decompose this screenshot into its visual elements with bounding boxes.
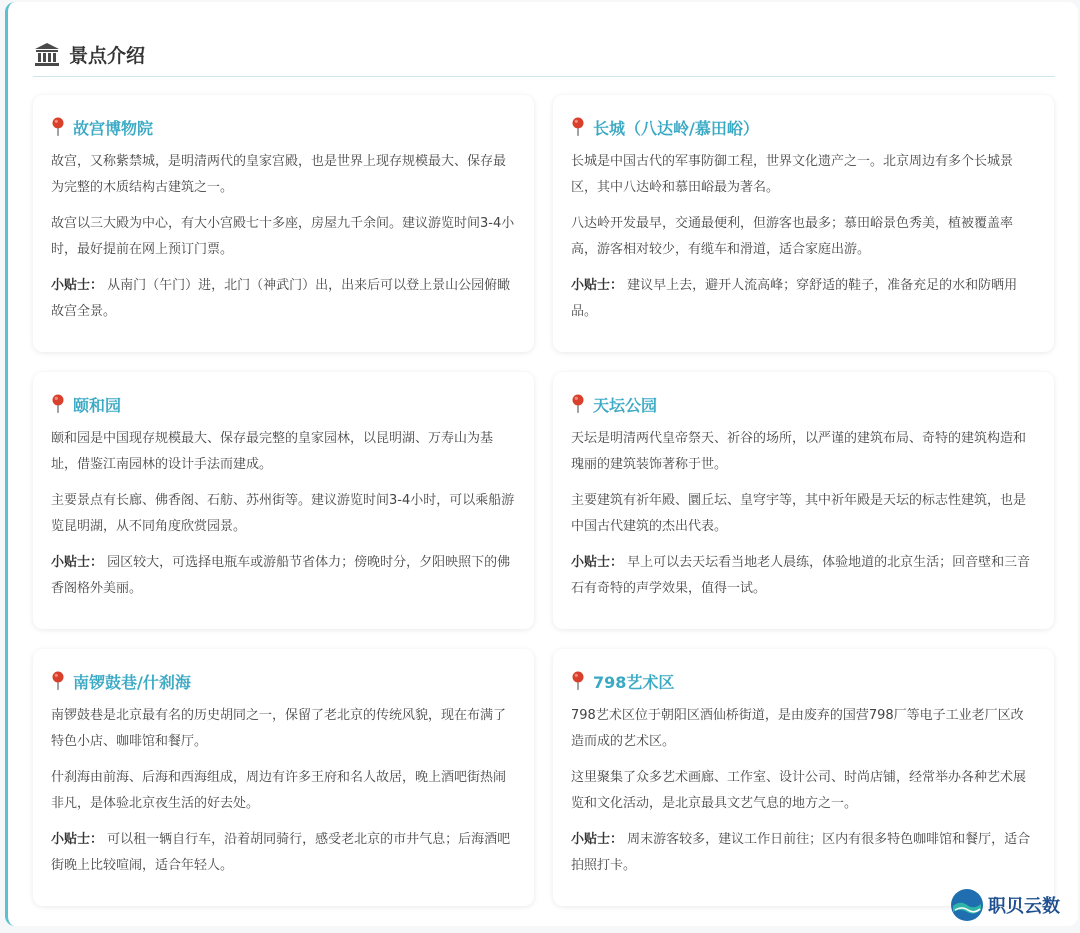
card-description: 故宫，又称紫禁城，是明清两代的皇家宫殿，也是世界上现存规模最大、保存最为完整的木质结构古建筑之一。: [51, 154, 507, 195]
tip-text: 建议早上去，避开人流高峰；穿舒适的鞋子，准备充足的水和防晒用品。: [571, 278, 1018, 319]
pushpin-icon: [51, 394, 65, 414]
card-description: 长城是中国古代的军事防御工程，世界文化遗产之一。北京周边有多个长城景区，其中八达岭和慕田峪最为著名。: [571, 154, 1014, 195]
tip-label: 小贴士：: [571, 278, 624, 293]
section-header: [33, 32, 1055, 77]
card-details: 主要景点有长廊、佛香阁、石舫、苏州街等。建议游览时间3-4小时，可以乘船游览昆明湖，从不同角度欣赏园景。: [51, 493, 515, 534]
card-title-text: 南锣鼓巷/什刹海: [73, 672, 191, 692]
card-title-text: 长城（八达岭/慕田峪）: [593, 118, 759, 138]
brand-watermark: [950, 888, 1060, 922]
card-description: 颐和园是中国现存规模最大、保存最完整的皇家园林，以昆明湖、万寿山为基址，借鉴江南园林的设计手法而建成。: [51, 431, 494, 472]
card-details: 这里聚集了众多艺术画廊、工作室、设计公司、时尚店铺，经常举办各种艺术展览和文化活动，是北京最具文艺气息的地方之一。: [571, 770, 1027, 811]
attraction-card: [553, 372, 1054, 629]
pushpin-icon: [51, 117, 65, 137]
card-description: 南锣鼓巷是北京最有名的历史胡同之一，保留了老北京的传统风貌，现在布满了特色小店、咖啡馆和餐厅。: [51, 708, 507, 749]
museum-icon: [33, 40, 61, 68]
attraction-card: [33, 95, 534, 352]
card-title: [571, 392, 1036, 416]
tip-label: 小贴士：: [51, 278, 104, 293]
card-tip: [571, 273, 1036, 325]
pushpin-icon: [571, 117, 585, 137]
card-title-text: 天坛公园: [593, 395, 658, 415]
attraction-card: [553, 95, 1054, 352]
card-title: [571, 115, 1036, 139]
card-details: 八达岭开发最早，交通最便利，但游客也最多；慕田峪景色秀美，植被覆盖率高，游客相对较少，有缆车和滑道，适合家庭出游。: [571, 216, 1014, 257]
tip-label: 小贴士：: [51, 555, 104, 570]
card-description: 798艺术区位于朝阳区酒仙桥街道，是由废弃的国营798厂等电子工业老厂区改造而成的艺术区。: [571, 708, 1024, 749]
card-tip: [51, 273, 516, 325]
pushpin-icon: [571, 394, 585, 414]
card-title-text: 颐和园: [73, 395, 122, 415]
tip-label: 小贴士：: [51, 832, 104, 847]
attractions-panel: [5, 2, 1078, 926]
tip-text: 从南门（午门）进，北门（神武门）出，出来后可以登上景山公园俯瞰故宫全景。: [51, 278, 511, 319]
brand-text: 职贝云数: [988, 896, 1060, 917]
card-title-text: 798艺术区: [593, 672, 675, 692]
tip-text: 早上可以去天坛看当地老人晨练，体验地道的北京生活；回音壁和三音石有奇特的声学效果，值得一试。: [571, 555, 1031, 596]
attraction-card: [33, 649, 534, 906]
card-title-text: 故宫博物院: [73, 118, 154, 138]
tip-label: 小贴士：: [571, 832, 624, 847]
pushpin-icon: [571, 671, 585, 691]
card-tip: [51, 550, 516, 602]
card-tip: [51, 827, 516, 879]
tip-text: 可以租一辆自行车，沿着胡同骑行，感受老北京的市井气息；后海酒吧街晚上比较喧闹，适合年轻人。: [51, 832, 511, 873]
tip-label: 小贴士：: [571, 555, 624, 570]
card-tip: [571, 550, 1036, 602]
section-title: 景点介绍: [69, 44, 146, 67]
card-title: [51, 669, 516, 693]
wave-logo-icon: [950, 888, 984, 922]
tip-text: 园区较大，可选择电瓶车或游船节省体力；傍晚时分，夕阳映照下的佛香阁格外美丽。: [51, 555, 511, 596]
card-title: [51, 115, 516, 139]
tip-text: 周末游客较多，建议工作日前往；区内有很多特色咖啡馆和餐厅，适合拍照打卡。: [571, 832, 1031, 873]
card-title: [51, 392, 516, 416]
card-tip: [571, 827, 1036, 879]
pushpin-icon: [51, 671, 65, 691]
card-details: 故宫以三大殿为中心，有大小宫殿七十多座，房屋九千余间。建议游览时间3-4小时，最好提前在网上预订门票。: [51, 216, 515, 257]
card-description: 天坛是明清两代皇帝祭天、祈谷的场所，以严谨的建筑布局、奇特的建筑构造和瑰丽的建筑装饰著称于世。: [571, 431, 1027, 472]
attraction-card: [553, 649, 1054, 906]
card-details: 主要建筑有祈年殿、圜丘坛、皇穹宇等，其中祈年殿是天坛的标志性建筑，也是中国古代建筑的杰出代表。: [571, 493, 1027, 534]
attraction-card: [33, 372, 534, 629]
card-title: [571, 669, 1036, 693]
card-details: 什刹海由前海、后海和西海组成，周边有许多王府和名人故居，晚上酒吧街热闹非凡，是体验北京夜生活的好去处。: [51, 770, 507, 811]
